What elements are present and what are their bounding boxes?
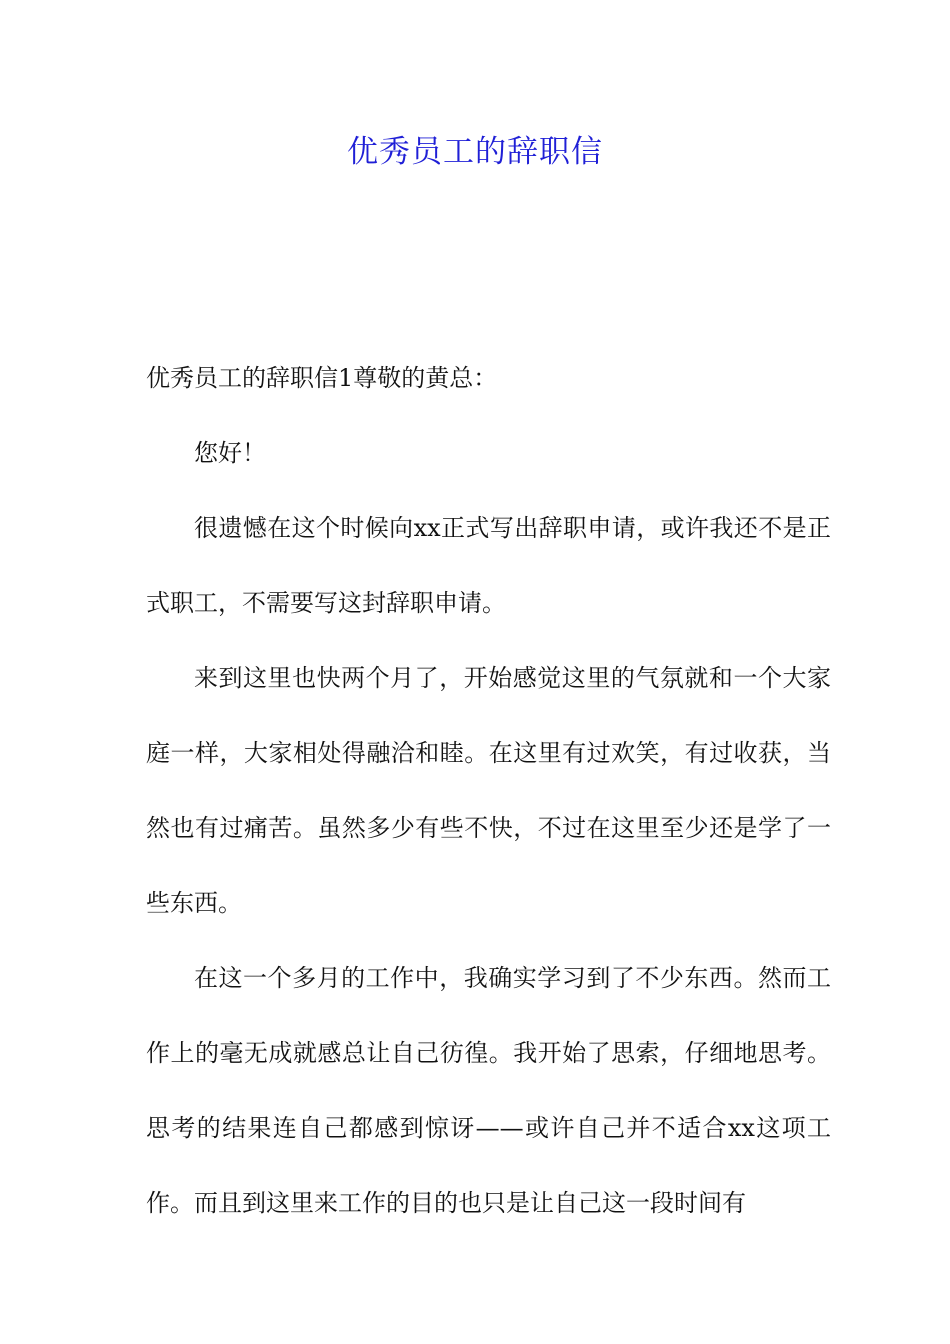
body-paragraph: 来到这里也快两个月了，开始感觉这里的气氛就和一个大家庭一样，大家相处得融洽和睦。在这里有过欢笑，有过收获，当然也有过痛苦。虽然多少有些不快，不过在这里至少还是学了一些东西。 [146,664,831,917]
document-title: 优秀员工的辞职信 [347,134,603,170]
salutation-paragraph: 优秀员工的辞职信1尊敬的黄总： [146,364,498,392]
greeting-paragraph: 您好！ [194,439,266,467]
body-paragraph: 在这一个多月的工作中，我确实学习到了不少东西。然而工作上的毫无成就感总让自己彷徨。我开始了思索，仔细地思考。思考的结果连自己都感到惊讶——或许自己并不适合xx这项工作。而且到这里来工作的目的也只是让自己这一段时间有 [146,964,831,1217]
body-paragraph: 很遗憾在这个时候向xx正式写出辞职申请，或许我还不是正式职工，不需要写这封辞职申请。 [146,514,831,617]
document-body [146,341,831,1241]
